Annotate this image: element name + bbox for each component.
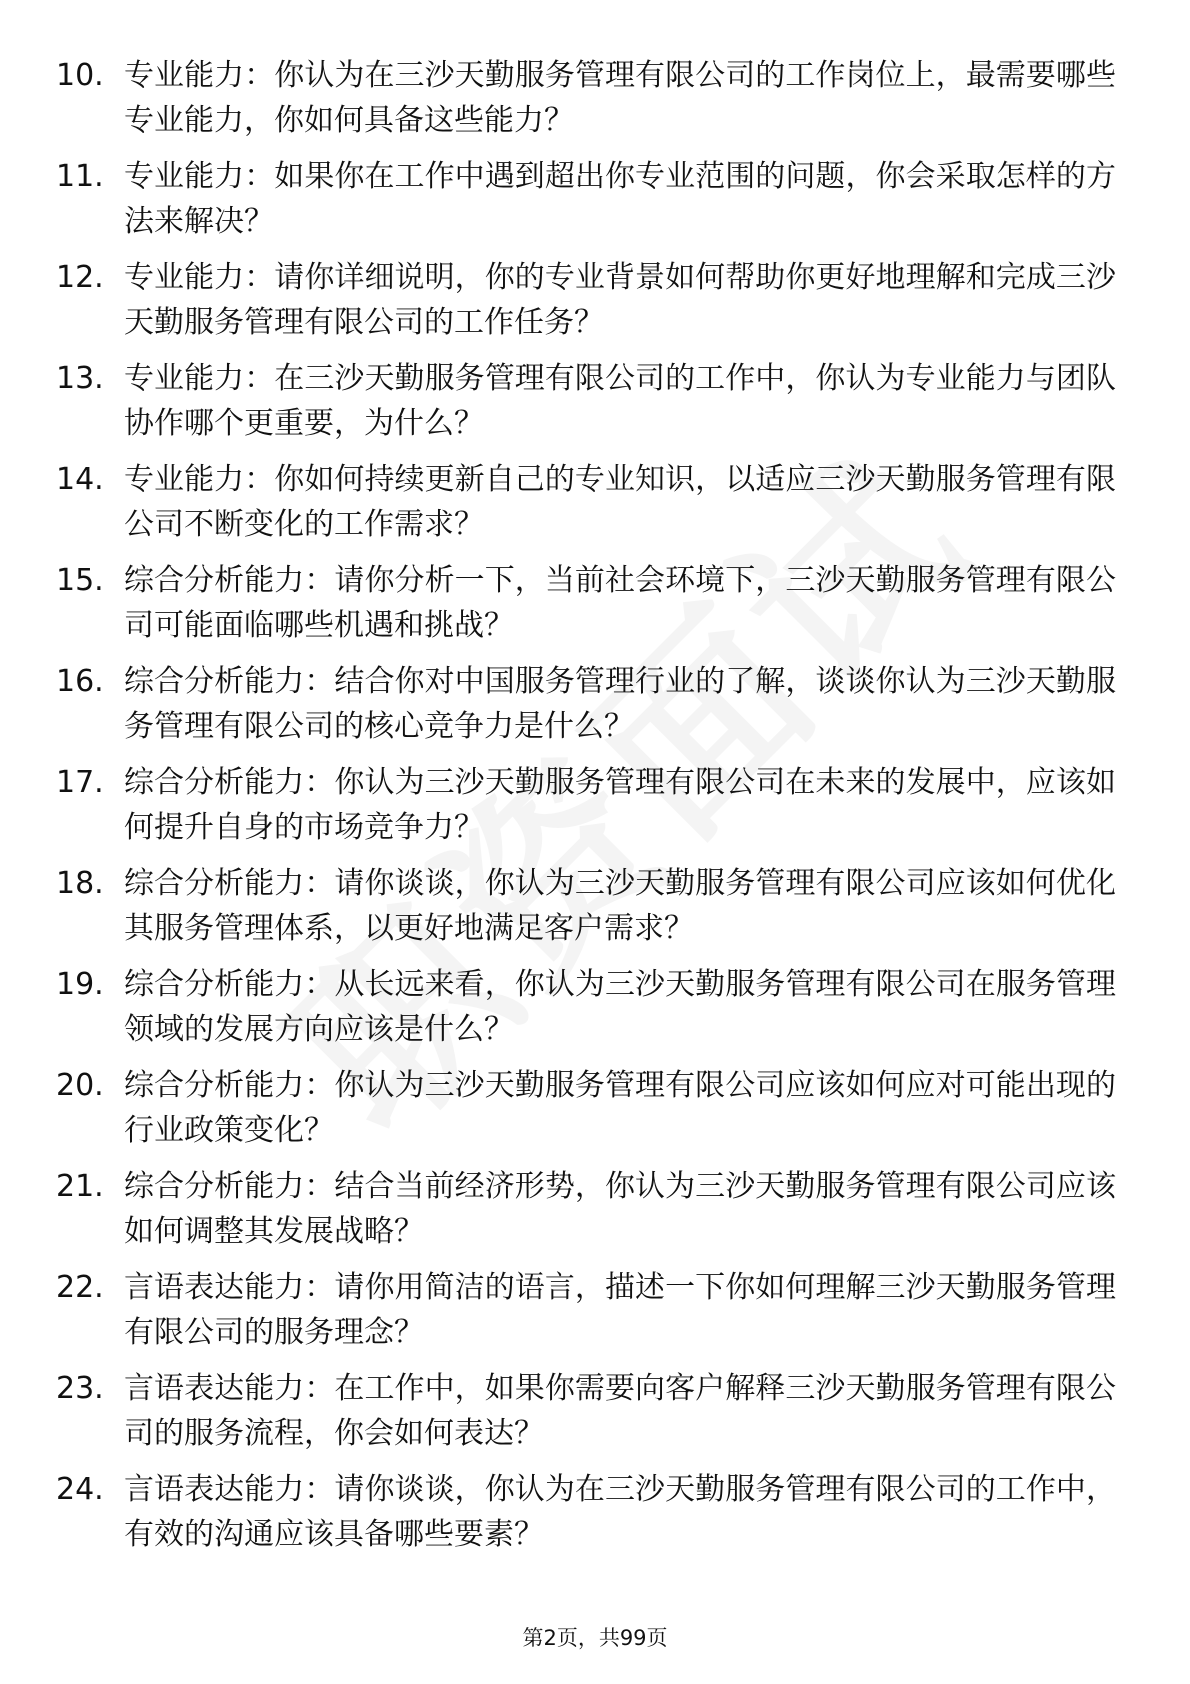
question-number: 21. [56,1169,104,1204]
question-item-22 [56,1266,1116,1355]
question-item-17 [56,761,1116,850]
question-number: 11. [56,159,104,194]
question-text: 言语表达能力：请你谈谈，你认为在三沙天勤服务管理有限公司的工作中，有效的沟通应该具备哪些要素？ [124,1472,1116,1552]
question-number: 10. [56,58,104,93]
question-number: 18. [56,866,104,901]
question-number: 16. [56,664,104,699]
question-number: 12. [56,260,104,295]
question-number: 24. [56,1472,104,1507]
question-number: 20. [56,1068,104,1103]
question-text: 综合分析能力：结合当前经济形势，你认为三沙天勤服务管理有限公司应该如何调整其发展战略？ [124,1169,1116,1249]
question-text: 专业能力：你认为在三沙天勤服务管理有限公司的工作岗位上，最需要哪些专业能力，你如何具备这些能力？ [124,58,1116,138]
question-text: 综合分析能力：你认为三沙天勤服务管理有限公司应该如何应对可能出现的行业政策变化？ [124,1068,1116,1148]
question-item-23 [56,1367,1116,1456]
question-text: 专业能力：如果你在工作中遇到超出你专业范围的问题，你会采取怎样的方法来解决？ [124,159,1116,239]
question-text: 言语表达能力：请你用简洁的语言，描述一下你如何理解三沙天勤服务管理有限公司的服务理念？ [124,1270,1116,1350]
question-text: 综合分析能力：你认为三沙天勤服务管理有限公司在未来的发展中，应该如何提升自身的市场竞争力？ [124,765,1116,845]
question-number: 13. [56,361,104,396]
question-item-18 [56,862,1116,951]
question-item-12 [56,256,1116,345]
question-item-14 [56,458,1116,547]
question-item-21 [56,1165,1116,1254]
question-list [56,54,1116,1569]
question-text: 综合分析能力：从长远来看，你认为三沙天勤服务管理有限公司在服务管理领域的发展方向应该是什么？ [124,967,1116,1047]
question-text: 综合分析能力：请你谈谈，你认为三沙天勤服务管理有限公司应该如何优化其服务管理体系，以更好地满足客户需求？ [124,866,1116,946]
question-text: 专业能力：请你详细说明，你的专业背景如何帮助你更好地理解和完成三沙天勤服务管理有限公司的工作任务？ [124,260,1116,340]
question-item-24 [56,1468,1116,1557]
question-text: 综合分析能力：结合你对中国服务管理行业的了解，谈谈你认为三沙天勤服务管理有限公司的核心竞争力是什么？ [124,664,1116,744]
question-text: 言语表达能力：在工作中，如果你需要向客户解释三沙天勤服务管理有限公司的服务流程，你会如何表达？ [124,1371,1116,1451]
question-item-16 [56,660,1116,749]
question-number: 15. [56,563,104,598]
question-item-11 [56,155,1116,244]
question-text: 专业能力：在三沙天勤服务管理有限公司的工作中，你认为专业能力与团队协作哪个更重要，为什么？ [124,361,1116,441]
question-item-15 [56,559,1116,648]
question-number: 14. [56,462,104,497]
question-text: 专业能力：你如何持续更新自己的专业知识，以适应三沙天勤服务管理有限公司不断变化的工作需求？ [124,462,1116,542]
question-text: 综合分析能力：请你分析一下，当前社会环境下，三沙天勤服务管理有限公司可能面临哪些机遇和挑战？ [124,563,1116,643]
question-number: 19. [56,967,104,1002]
question-item-19 [56,963,1116,1052]
page-footer: 第2页，共99页 [522,1626,668,1650]
question-item-13 [56,357,1116,446]
question-number: 17. [56,765,104,800]
question-number: 23. [56,1371,104,1406]
question-item-10 [56,54,1116,143]
question-item-20 [56,1064,1116,1153]
question-number: 22. [56,1270,104,1305]
